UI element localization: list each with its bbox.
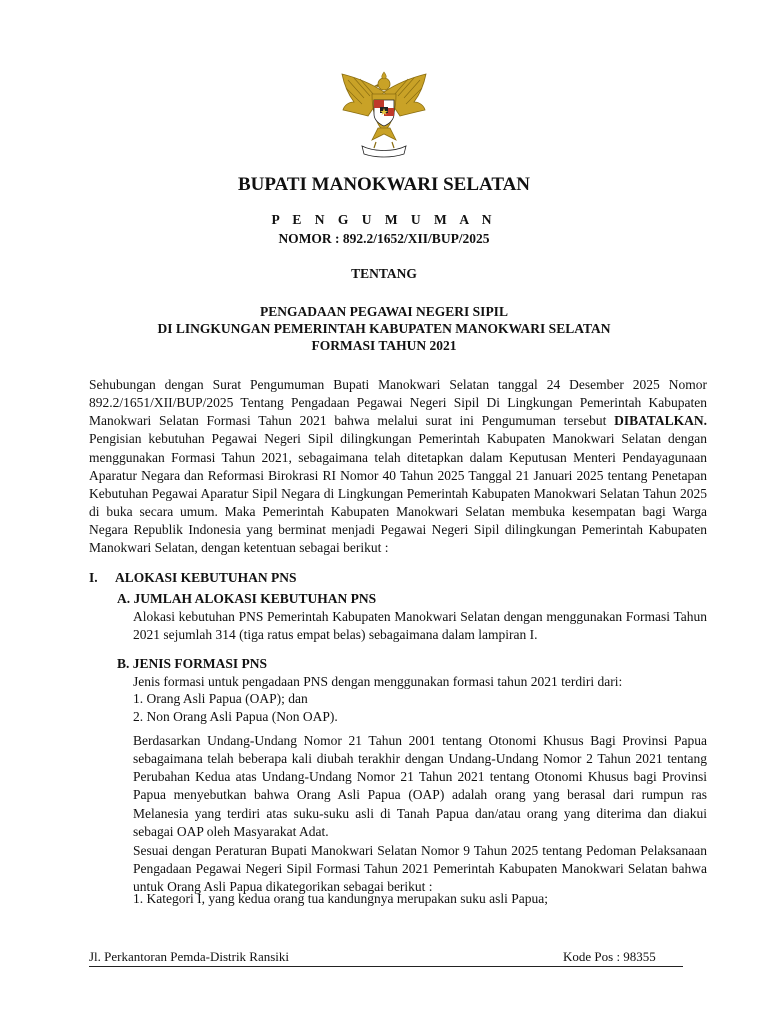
intro-paragraph bbox=[89, 376, 707, 558]
subject-line-2: DI LINGKUNGAN PEMERINTAH KABUPATEN MANOKWARI SELATAN bbox=[157, 321, 611, 336]
intro-text-1: Sehubungan dengan Surat Pengumuman Bupati Manokwari Selatan tanggal 24 Desember 2025 Nomor 892.2/1651/XII/BUP/2025 Tentang Pengadaan Pegawai Negeri Sipil Di Lingkungan Pemerintah Kabupaten Manokwari Selatan Formasi Tahun 2021 bahwa melalui surat ini Pengumuman tersebut bbox=[89, 377, 707, 429]
oap-definition-paragraph: Berdasarkan Undang-Undang Nomor 21 Tahun 2001 tentang Otonomi Khusus Bagi Provinsi Papua sebagaimana telah beberapa kali diubah terakhir dengan Undang-Undang Nomor 2 Tahun 2021 tentang Perubahan Kedua atas Undang-Undang Nomor 21 Tahun 2021 tentang Otonomi Khusus bagi Provinsi Papua menyebutkan bahwa Orang Asli Papua (OAP) adalah orang yang berasal dari rumpun ras Melanesia yang terdiri atas suku-suku asli di Tanah Papua dan/atau orang yang diterima dan diakui sebagai OAP oleh Masyarakat Adat. bbox=[133, 733, 707, 839]
footer-postal-code: Kode Pos : 98355 bbox=[563, 949, 656, 964]
subsection-a-text: Alokasi kebutuhan PNS Pemerintah Kabupaten Manokwari Selatan dengan menggunakan Formasi Tahun 2021 sejumlah 314 (tiga ratus empat belas) sebagaimana dalam lampiran I. bbox=[133, 609, 707, 643]
list-item: 2. Non Orang Asli Papua (Non OAP). bbox=[133, 709, 338, 724]
tentang-heading: TENTANG bbox=[351, 266, 417, 281]
footer-address: Jl. Perkantoran Pemda-Distrik Ransiki bbox=[89, 949, 290, 964]
list-item: 1. Orang Asli Papua (OAP); dan bbox=[133, 691, 308, 706]
document-type: P E N G U M U M A N bbox=[271, 212, 497, 227]
section-i-number: I. bbox=[89, 570, 98, 585]
footer-divider bbox=[89, 966, 683, 967]
intro-cancelled-text: DIBATALKAN. bbox=[614, 413, 707, 429]
section-i-heading bbox=[89, 570, 297, 586]
subsection-b-heading: B. JENIS FORMASI PNS bbox=[117, 656, 268, 671]
subject-line-3: FORMASI TAHUN 2021 bbox=[311, 338, 457, 353]
section-i-title: ALOKASI KEBUTUHAN PNS bbox=[115, 570, 297, 585]
oap-category-paragraph: Sesuai dengan Peraturan Bupati Manokwari Selatan Nomor 9 Tahun 2025 tentang Pedoman Pelaksanaan Pengadaan Pegawai Negeri Sipil Formasi Tahun 2021 Pemerintah Kabupaten Manokwari Selatan bahwa untuk Orang Asli Papua dikategorikan sebagai berikut : bbox=[133, 843, 707, 895]
subsection-a-heading: A. JUMLAH ALOKASI KEBUTUHAN PNS bbox=[117, 591, 377, 606]
garuda-pancasila-emblem bbox=[334, 62, 434, 162]
subject-line-1: PENGADAAN PEGAWAI NEGERI SIPIL bbox=[260, 304, 508, 319]
list-item: 1. Kategori I, yang kedua orang tua kandungnya merupakan suku asli Papua; bbox=[133, 891, 549, 906]
subsection-b-text: Jenis formasi untuk pengadaan PNS dengan menggunakan formasi tahun 2021 terdiri dari: bbox=[133, 674, 623, 689]
document-number: NOMOR : 892.2/1652/XII/BUP/2025 bbox=[278, 231, 490, 246]
document-title: BUPATI MANOKWARI SELATAN bbox=[237, 174, 531, 195]
intro-text-2: Pengisian kebutuhan Pegawai Negeri Sipil dilingkungan Pemerintah Kabupaten Manokwari Selatan dengan menggunakan Formasi Tahun 2021, sebagaimana telah ditetapkan dalam Keputusan Menteri Pendayagunaan Aparatur Negara dan Reformasi Birokrasi RI Nomor 40 Tahun 2025 Tanggal 21 Januari 2025 tentang Penetapan Kebutuhan Pegawai Aparatur Sipil Negara di Lingkungan Pemerintah Kabupaten Manokwari Selatan Tahun 2025 di buka secara umum. Maka Pemerintah Kabupaten Manokwari Selatan membuka kesempatan bagi Warga Negara Republik Indonesia yang berminat menjadi Pegawai Negeri Sipil dilingkungan Pemerintah Kabupaten Manokwari Selatan, dengan ketentuan sebagai berikut : bbox=[89, 431, 707, 556]
